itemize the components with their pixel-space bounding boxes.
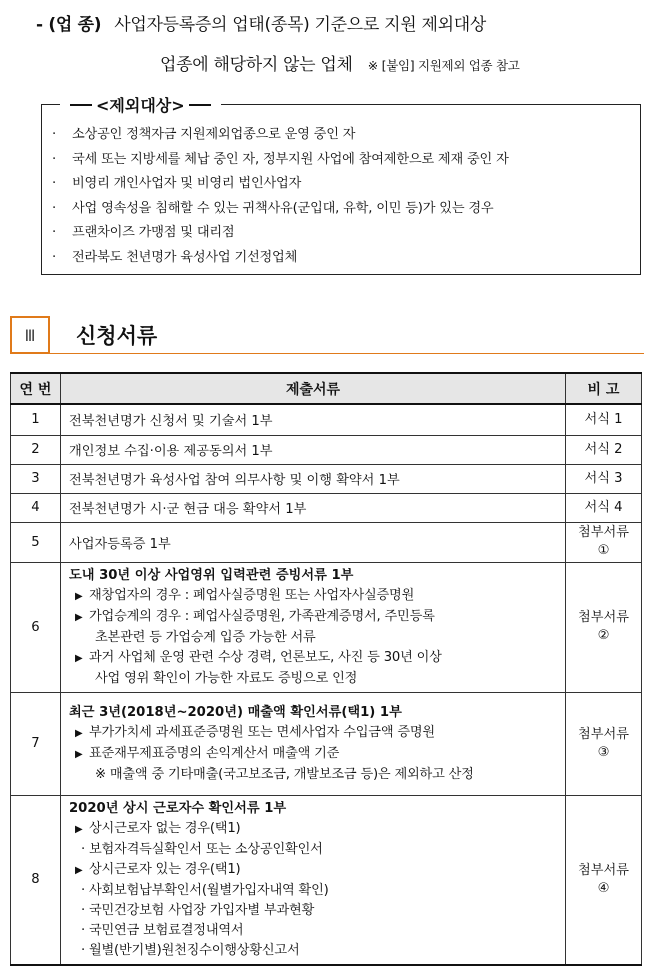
- exclusion-title: [60, 93, 221, 116]
- row-remark: 서식 3: [566, 464, 642, 493]
- remark-label: 첨부서류: [578, 726, 629, 742]
- section-title: 신청서류: [76, 324, 158, 348]
- block-line: [69, 860, 557, 881]
- exclusion-title-text: <제외대상>: [96, 96, 185, 115]
- table-row: [11, 464, 642, 493]
- table-row: [11, 522, 642, 562]
- row-content: 전북천년명가 육성사업 참여 의무사항 및 이행 확약서 1부: [61, 464, 566, 493]
- block-line: · 국민건강보험 사업장 가입자별 부과현황: [81, 902, 315, 918]
- block-line-text: 상시근로자 없는 경우(택1): [89, 820, 241, 836]
- triangle-bullet-icon: ▶: [75, 823, 83, 835]
- exclusion-item: [52, 221, 509, 246]
- block-line: ※ 매출액 중 기타매출(국고보조금, 개발보조금 등)은 제외하고 산정: [95, 766, 474, 782]
- row-content: 사업자등록증 1부: [61, 522, 566, 562]
- block-line: [69, 607, 557, 628]
- row-remark: 서식 2: [566, 435, 642, 464]
- industry-criteria-line: [36, 10, 486, 35]
- table-row: [11, 562, 642, 692]
- row-number: 5: [11, 522, 61, 562]
- industry-label: - (업 종): [36, 15, 102, 35]
- industry-criteria-line-2: [160, 50, 520, 75]
- remark-circled-number: ③: [597, 744, 610, 760]
- row-content: 전북천년명가 시·군 현금 대응 확약서 1부: [61, 493, 566, 522]
- block-line: [69, 819, 557, 840]
- row-remark: [566, 562, 642, 692]
- block-line-text: 표준재무제표증명의 손익계산서 매출액 기준: [89, 745, 340, 761]
- block-title: 최근 3년(2018년~2020년) 매출액 확인서류(택1) 1부: [69, 704, 402, 720]
- block-line-text: 재창업자의 경우 : 폐업사실증명원 또는 사업자사실증명원: [89, 587, 415, 603]
- remark-label: 첨부서류: [578, 525, 629, 540]
- row-remark: [566, 795, 642, 965]
- table-row: [11, 493, 642, 522]
- block-line: · 보험자격득실확인서 또는 소상공인확인서: [81, 841, 323, 857]
- row-remark: 서식 1: [566, 404, 642, 435]
- exclusion-box: [41, 96, 641, 275]
- section-divider: [50, 353, 644, 354]
- block-line-text: 과거 사업체 운영 관련 수상 경력, 언론보도, 사진 등 30년 이상: [89, 649, 442, 665]
- block-line: [69, 744, 557, 765]
- exclusion-item: [52, 123, 509, 148]
- block-line-text: 상시근로자 있는 경우(택1): [89, 861, 241, 877]
- row-number: 7: [11, 692, 61, 795]
- section-number: Ⅲ: [10, 316, 50, 354]
- bullet-dot: ·: [52, 200, 56, 216]
- block-title: 도내 30년 이상 사업영위 입력관련 증빙서류 1부: [69, 567, 354, 583]
- exclusion-item: [52, 148, 509, 173]
- block-line-text: 가업승계의 경우 : 폐업사실증명원, 가족관계증명서, 주민등록: [89, 608, 435, 624]
- title-dash-left: [70, 104, 92, 106]
- block-line: 초본관련 등 가업승계 입증 가능한 서류: [95, 629, 316, 645]
- title-dash-right: [189, 104, 211, 106]
- header-num: 연 번: [11, 373, 61, 404]
- row-content: [61, 692, 566, 795]
- remark-circled-number: ①: [597, 543, 610, 558]
- triangle-bullet-icon: ▶: [75, 611, 83, 623]
- block-line: · 월별(반기별)원천징수이행상황신고서: [81, 942, 300, 958]
- block-line: · 국민연금 보험료결정내역서: [81, 922, 244, 938]
- row-number: 2: [11, 435, 61, 464]
- block-line: [69, 586, 557, 607]
- table-row: [11, 404, 642, 435]
- industry-note: ※ [붙임] 지원제외 업종 참고: [367, 58, 520, 73]
- exclusion-item: [52, 172, 509, 197]
- exclusion-item-text: 전라북도 천년명가 육성사업 기선정업체: [72, 249, 298, 265]
- exclusion-item: [52, 246, 509, 271]
- section-header: [10, 316, 644, 356]
- triangle-bullet-icon: ▶: [75, 652, 83, 664]
- bullet-dot: ·: [52, 249, 56, 265]
- block-line-text: 부가가치세 과세표준증명원 또는 면세사업자 수입금액 증명원: [89, 724, 435, 740]
- triangle-bullet-icon: ▶: [75, 590, 83, 602]
- header-remark: 비 고: [566, 373, 642, 404]
- exclusion-item: [52, 197, 509, 222]
- exclusion-item-text: 국세 또는 지방세를 체납 중인 자, 정부지원 사업에 참여제한으로 제재 중인 자: [72, 151, 509, 167]
- row-content: 전북천년명가 신청서 및 기술서 1부: [61, 404, 566, 435]
- table-row: [11, 435, 642, 464]
- bullet-dot: ·: [52, 225, 56, 241]
- row-number: 3: [11, 464, 61, 493]
- row-remark: [566, 522, 642, 562]
- row-remark: [566, 692, 642, 795]
- industry-text-1: 사업자등록증의 업태(종목) 기준으로 지원 제외대상: [114, 15, 486, 35]
- row-content: [61, 562, 566, 692]
- documents-table: [10, 372, 642, 966]
- exclusion-item-text: 프랜차이즈 가맹점 및 대리점: [72, 225, 235, 241]
- row-number: 1: [11, 404, 61, 435]
- exclusion-item-text: 비영리 개인사업자 및 비영리 법인사업자: [72, 176, 302, 192]
- table-row: [11, 692, 642, 795]
- exclusion-item-text: 사업 영속성을 침해할 수 있는 귀책사유(군입대, 유학, 이민 등)가 있는 경우: [72, 200, 494, 216]
- remark-circled-number: ②: [597, 628, 610, 643]
- block-title: 2020년 상시 근로자수 확인서류 1부: [69, 800, 287, 816]
- block-line: [69, 648, 557, 669]
- header-docs: 제출서류: [61, 373, 566, 404]
- table-header-row: [11, 373, 642, 404]
- block-line: · 사회보험납부확인서(월별가입자내역 확인): [81, 882, 329, 898]
- row-content: [61, 795, 566, 965]
- row-remark: 서식 4: [566, 493, 642, 522]
- block-line: [69, 723, 557, 744]
- remark-label: 첨부서류: [578, 862, 629, 878]
- remark-label: 첨부서류: [578, 610, 629, 625]
- bullet-dot: ·: [52, 176, 56, 192]
- industry-text-2: 업종에 해당하지 않는 업체: [160, 55, 353, 75]
- remark-circled-number: ④: [597, 880, 610, 896]
- triangle-bullet-icon: ▶: [75, 864, 83, 876]
- bullet-dot: ·: [52, 127, 56, 142]
- triangle-bullet-icon: ▶: [75, 748, 83, 760]
- row-content: 개인정보 수집·이용 제공동의서 1부: [61, 435, 566, 464]
- row-number: 8: [11, 795, 61, 965]
- table-row: [11, 795, 642, 965]
- block-line: 사업 영위 확인이 가능한 자료도 증빙으로 인정: [95, 670, 358, 686]
- exclusion-list: [52, 123, 509, 271]
- row-number: 6: [11, 562, 61, 692]
- exclusion-item-text: 소상공인 정책자금 지원제외업종으로 운영 중인 자: [72, 127, 356, 142]
- bullet-dot: ·: [52, 151, 56, 167]
- row-number: 4: [11, 493, 61, 522]
- triangle-bullet-icon: ▶: [75, 727, 83, 739]
